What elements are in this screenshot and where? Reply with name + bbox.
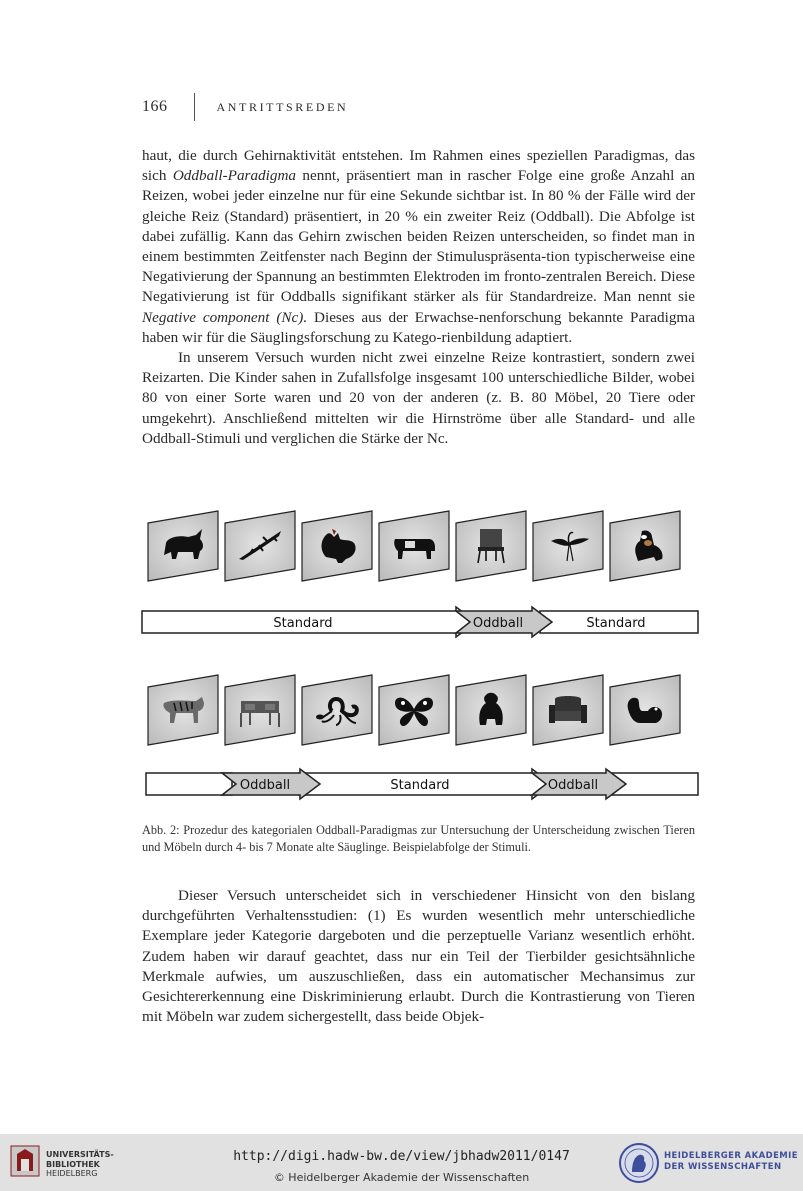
academy-seal-logo — [618, 1142, 660, 1184]
digital-copy-url[interactable]: http://digi.hadw-bw.de/view/jbhadw2011/0147 — [233, 1149, 570, 1164]
stimulus-panel-frame — [610, 675, 680, 745]
stimulus-panel-rhinoceros — [148, 511, 218, 581]
sequence-arrow-standard — [142, 607, 476, 637]
sequence-arrow-oddball — [532, 769, 626, 799]
footer-bar — [0, 1134, 803, 1191]
stimulus-row-1 — [148, 511, 680, 581]
term-negative-component: Negative component (Nc). — [142, 308, 308, 326]
figure-caption: Abb. 2: Prozedur des kategorialen Oddball-Paradigmas zur Untersuchung der Unterscheidung zwischen Tieren und Möbeln durch 4- bis 7 Monate alte Säuglinge. Beispielabfolge der Stimuli. — [142, 823, 695, 854]
sequence-arrow-standard — [300, 769, 552, 799]
body-text-upper — [142, 146, 695, 449]
stimulus-panel-butterfly — [379, 675, 449, 745]
page-number: 166 — [142, 98, 168, 115]
stimulus-panel-scorpion — [302, 675, 372, 745]
stimulus-panel-frame — [533, 511, 603, 581]
arrow-label-standard: Standard — [586, 616, 646, 631]
stimulus-panel-chair — [456, 511, 526, 581]
sequence-arrow-oddball — [456, 607, 552, 637]
arrow-label-standard: Standard — [273, 616, 333, 631]
stimulus-panel-bear — [456, 675, 526, 745]
running-title: ANTRITTSREDEN — [216, 99, 349, 114]
stimulus-panel-dog — [610, 511, 680, 581]
academy-name: HEIDELBERGER AKADEMIE DER WISSENSCHAFTEN — [664, 1151, 798, 1172]
running-head — [142, 92, 348, 122]
copyright-notice: © Heidelberger Akademie der Wissenschaften — [273, 1171, 530, 1184]
term-oddball-paradigm: Oddball-Paradigma — [172, 167, 297, 185]
stimulus-panel-flamingo — [533, 511, 603, 581]
stimulus-panel-sideboard — [225, 675, 295, 745]
stimulus-panel-cow — [379, 511, 449, 581]
sequence-arrows-row-1 — [142, 607, 698, 637]
paragraph-1: haut, die durch Gehirnaktivität entstehen. Im Rahmen eines speziellen Paradigmas, das sich Oddball-Paradigma nennt, präsentiert man in rascher Folge eine große Anzahl an Reizen, wobei jeder einzelne nur für eine Sekunde sichtbar ist. In 80 % der Fälle wird der gleiche Reiz (Standard) präsentiert, in 20 % ein zweiter Reiz (Oddball). Die Abfolge ist dabei zufällig. Kann das Gehirn zwischen beiden Reizen unterscheiden, so findet man in einem bestimmten Zeitfenster nach Beginn der Stimuluspräsenta-tion typischerweise eine Negativierung der Spannung an bestimmten Elektroden im fronto-zentralen Bereich. Diese Negativierung ist für Oddballs signifikant stärker als für Standardreize. Man nennt sie Negative component (Nc). Dieses aus der Erwachse-nenforschung bekannte Paradigma haben wir für die Säuglingsforschung zu Katego-rienbildung adaptiert. — [142, 147, 695, 346]
university-library-name: UNIVERSITÄTS- BIBLIOTHEK HEIDELBERG — [46, 1150, 114, 1178]
sequence-arrows-row-2 — [146, 769, 698, 799]
stimulus-panel-armchair — [533, 675, 603, 745]
figure-oddball-procedure — [140, 505, 700, 805]
sequence-arrow-oddball — [222, 769, 320, 799]
sequence-arrow-standard-end — [540, 611, 698, 633]
header-divider — [194, 93, 195, 121]
arrow-label-standard: Standard — [390, 778, 450, 793]
sequence-arrow-lead — [146, 773, 232, 795]
paragraph-3: Dieser Versuch unterscheidet sich in verschiedener Hinsicht von den bislang durchgeführten Verhaltensstudien: (1) Es wurden wesentlich mehr unterschiedliche Exemplare jeder Kategorie dargeboten und die perzeptuelle Varianz wesentlich erhöht. Zudem haben wir darauf geachtet, dass nur ein Teil der Tierbilder gesichtsähnliche Merkmale aufwies, um auszuschließen, dass ein automatischer Mechansimus zur Gesichtererkennung eine Diskriminierung erlaubt. Durch die Kontrastierung von Tieren mit Möbeln war zudem sichergestellt, dass beide Objek- — [142, 887, 695, 1026]
stimulus-panel-tiger — [148, 675, 218, 745]
arrow-label-oddball: Oddball — [239, 778, 291, 793]
stimulus-panel-rooster — [302, 511, 372, 581]
stimulus-panel-lizard — [225, 511, 295, 581]
stimulus-row-2 — [148, 675, 680, 745]
arrow-label-oddball: Oddball — [547, 778, 599, 793]
arrow-label-oddball: Oddball — [472, 616, 524, 631]
figure-graphic — [140, 505, 700, 805]
stimulus-panel-frame — [302, 675, 372, 745]
body-text-lower — [142, 886, 695, 1027]
stimulus-panel-squirrel — [610, 675, 680, 745]
paragraph-2: In unserem Versuch wurden nicht zwei einzelne Reize kontrastiert, sondern zwei Reizarten. Die Kinder sahen in Zufallsfolge insgesamt 100 unterschiedliche Bilder, wobei 80 von einer Sorte waren und 20 von der anderen (z. B. 80 Möbel, 20 Tiere oder umgekehrt). Anschließend mittelten wir die Hirnströme über alle Standard- und alle Oddball-Stimuli und verglichen die Stärke der Nc. — [142, 349, 695, 447]
